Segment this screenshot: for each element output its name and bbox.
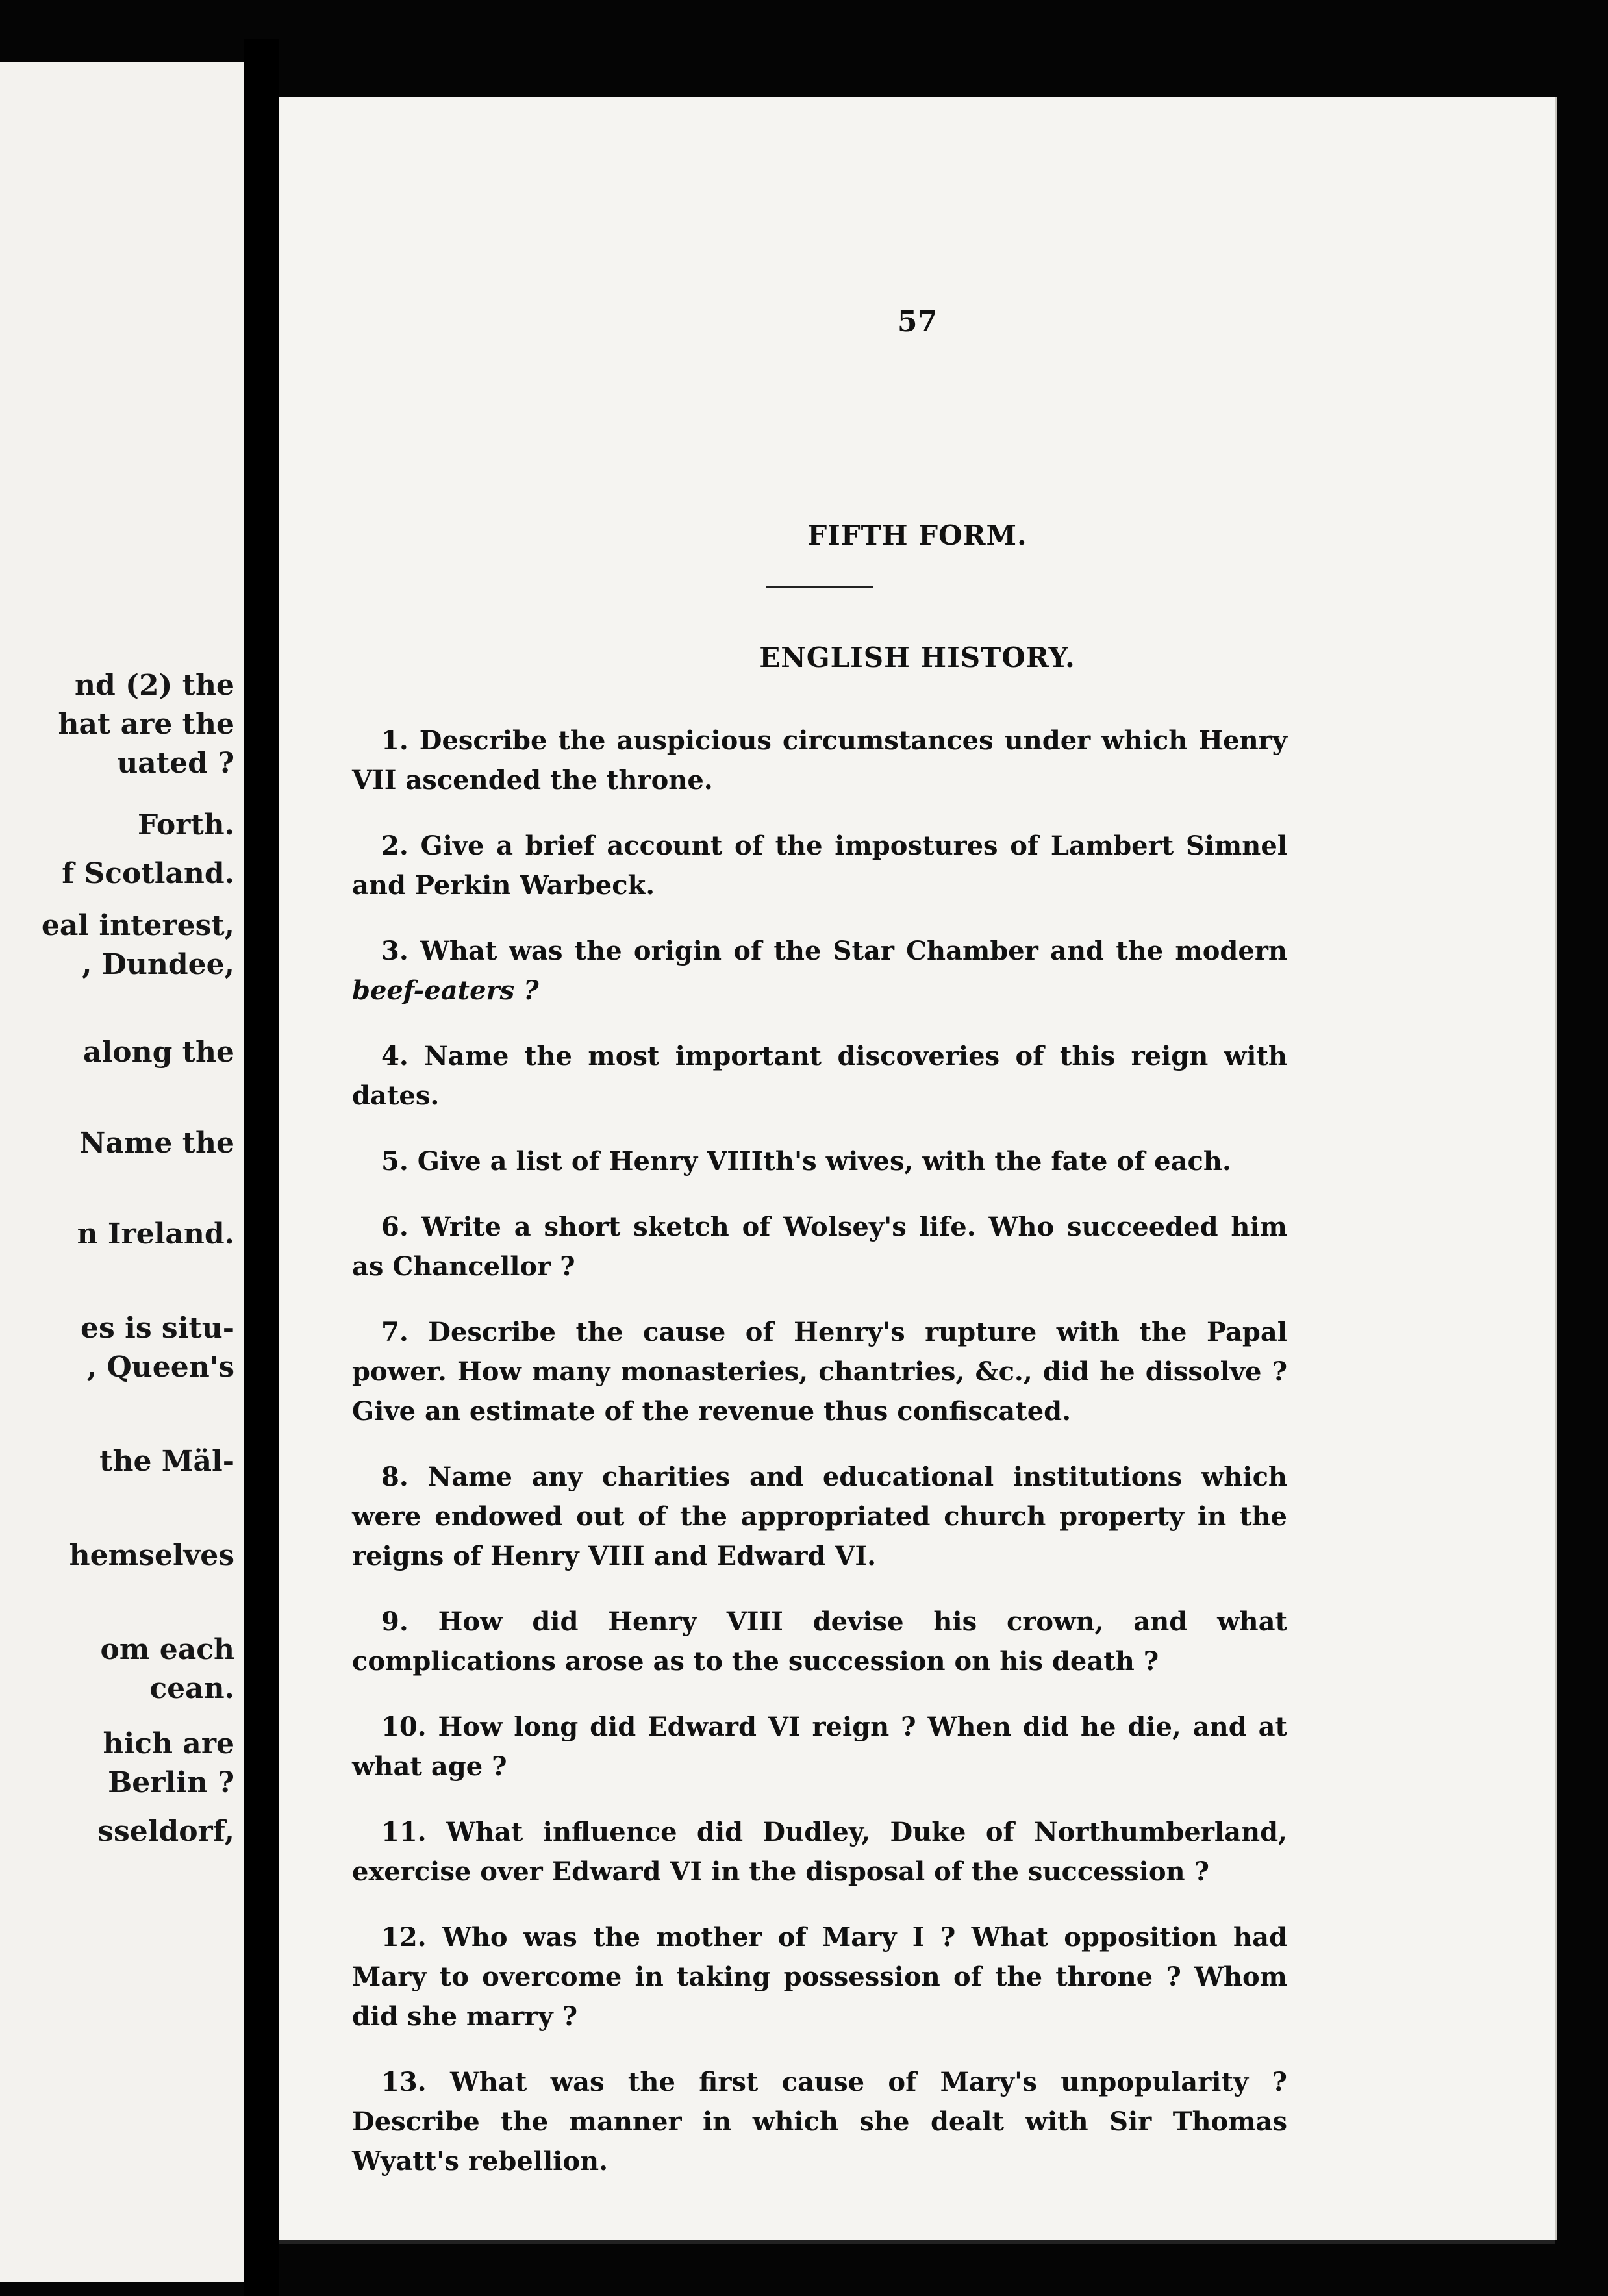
question-9: 9. How did Henry VIII devise his crown, and what complications arose as to the succession on his death ?	[352, 1606, 1287, 1677]
section-title: FIFTH FORM.	[807, 519, 1027, 551]
left-page-line: uated ?	[117, 747, 234, 780]
page-bottom-edge	[279, 2240, 1555, 2244]
question-4: 4. Name the most important discoveries of this reign with dates.	[352, 1041, 1287, 1111]
left-page-line: cean.	[149, 1672, 234, 1705]
left-page-line: Name the	[79, 1127, 234, 1160]
question-13: 13. What was the first cause of Mary's unpopularity ? Describe the manner in which she dealt with Sir Thomas Wyatt's rebellion.	[352, 2067, 1287, 2177]
question-list	[352, 695, 1287, 2195]
question-5: 5. Give a list of Henry VIIIth's wives, with the fate of each.	[381, 1146, 1231, 1177]
question-3: 3. What was the origin of the Star Chamber and the modern beef-eaters ?	[352, 936, 1287, 1006]
question-2: 2. Give a brief account of the impostures of Lambert Simnel and Perkin Warbeck.	[352, 830, 1287, 901]
left-page-line: , Dundee,	[82, 948, 234, 981]
left-page-line: sseldorf,	[97, 1815, 234, 1848]
left-page-line: f Scotland.	[62, 857, 234, 890]
left-page-line: es is situ-	[81, 1312, 234, 1345]
current-page	[279, 97, 1557, 2240]
italic-term: beef-eaters ?	[352, 975, 539, 1006]
left-page-line: along the	[83, 1036, 234, 1069]
left-page-line: nd (2) the	[75, 669, 234, 702]
page-number: 57	[897, 305, 938, 338]
previous-page	[0, 62, 244, 2282]
question-1: 1. Describe the auspicious circumstances under which Henry VII ascended the throne.	[352, 725, 1287, 795]
left-page-line: hat are the	[58, 708, 234, 741]
question-10: 10. How long did Edward VI reign ? When did he die, and at what age ?	[352, 1712, 1287, 1782]
question-8: 8. Name any charities and educational institutions which were endowed out of the appropriated church property in the reigns of Henry VIII and Edward VI.	[352, 1462, 1287, 1571]
book-gutter	[244, 39, 279, 2296]
left-page-line: eal interest,	[41, 909, 234, 942]
question-11: 11. What influence did Dudley, Duke of Northumberland, exercise over Edward VI in the disposal of the succession ?	[352, 1817, 1287, 1887]
left-page-line: , Queen's	[86, 1351, 234, 1384]
question-7: 7. Describe the cause of Henry's rupture with the Papal power. How many monasteries, chantries, &c., did he dissolve ? Give an estimate of the revenue thus confiscated.	[352, 1317, 1287, 1427]
left-page-line: the Mäl-	[99, 1445, 234, 1478]
question-6: 6. Write a short sketch of Wolsey's life. Who succeeded him as Chancellor ?	[352, 1212, 1287, 1282]
title-divider	[766, 586, 873, 588]
left-page-line: n Ireland.	[77, 1217, 234, 1251]
left-page-line: Forth.	[138, 808, 234, 842]
left-page-line: om each	[100, 1633, 234, 1666]
subject-heading: ENGLISH HISTORY.	[759, 642, 1075, 673]
question-12: 12. Who was the mother of Mary I ? What opposition had Mary to overcome in taking possession of the throne ? Whom did she marry ?	[352, 1922, 1287, 2032]
left-page-line: Berlin ?	[108, 1766, 234, 1799]
left-page-line: hich are	[103, 1727, 234, 1760]
left-page-line: hemselves	[69, 1539, 234, 1572]
